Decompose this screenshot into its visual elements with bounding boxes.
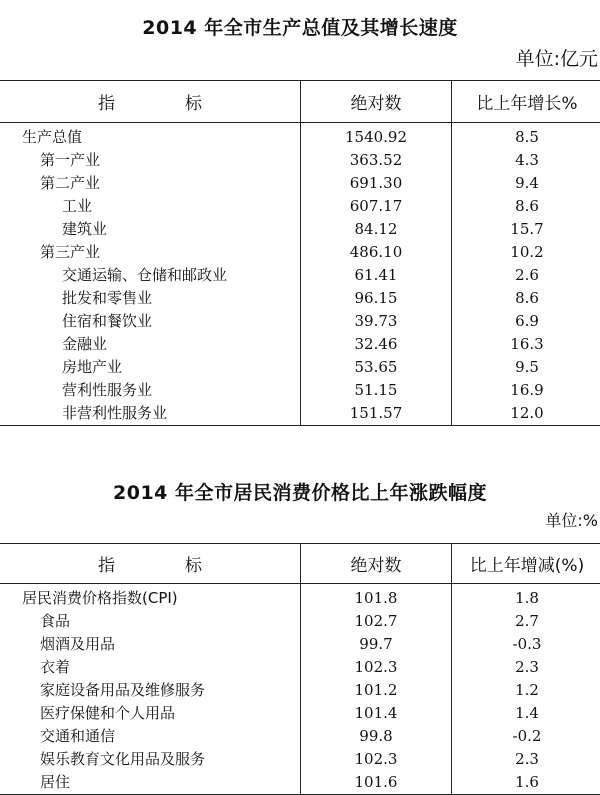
row-absolute-value: 101.8 [301, 584, 452, 611]
indicator-header-char2: 标 [185, 556, 202, 576]
row-change-value: 16.9 [452, 379, 600, 402]
row-indicator-name: 第二产业 [0, 172, 301, 195]
indicator-header-char1: 指 [98, 556, 115, 576]
row-change-value: 4.3 [452, 149, 600, 172]
row-indicator-name: 衣着 [0, 656, 301, 679]
row-indicator-name: 烟酒及用品 [0, 633, 301, 656]
row-change-value: 8.6 [452, 195, 600, 218]
table-row [0, 356, 600, 379]
row-absolute-value: 101.6 [301, 771, 452, 795]
indicator-header-char1: 指 [98, 94, 115, 114]
row-change-value: 8.6 [452, 287, 600, 310]
row-absolute-value: 102.3 [301, 748, 452, 771]
row-change-value: 9.5 [452, 356, 600, 379]
row-change-value: -0.2 [452, 725, 600, 748]
table-row [0, 725, 600, 748]
absolute-header: 绝对数 [301, 81, 452, 123]
table-row [0, 656, 600, 679]
indicator-header [0, 81, 301, 123]
row-absolute-value: 102.7 [301, 610, 452, 633]
row-indicator-name: 食品 [0, 610, 301, 633]
row-indicator-name: 营利性服务业 [0, 379, 301, 402]
row-indicator-name: 交通运输、仓储和邮政业 [0, 264, 301, 287]
table-row [0, 287, 600, 310]
row-indicator-name: 非营利性服务业 [0, 402, 301, 426]
gdp-table [0, 80, 600, 426]
indicator-header [0, 544, 301, 584]
table-row [0, 264, 600, 287]
table-row [0, 218, 600, 241]
row-absolute-value: 102.3 [301, 656, 452, 679]
row-change-value: 16.3 [452, 333, 600, 356]
row-absolute-value: 84.12 [301, 218, 452, 241]
row-change-value: 1.4 [452, 702, 600, 725]
row-absolute-value: 101.4 [301, 702, 452, 725]
row-indicator-name: 居民消费价格指数(CPI) [0, 584, 301, 611]
table-row [0, 748, 600, 771]
row-absolute-value: 99.8 [301, 725, 452, 748]
row-absolute-value: 39.73 [301, 310, 452, 333]
row-absolute-value: 51.15 [301, 379, 452, 402]
row-change-value: 12.0 [452, 402, 600, 426]
row-indicator-name: 家庭设备用品及维修服务 [0, 679, 301, 702]
row-indicator-name: 交通和通信 [0, 725, 301, 748]
row-absolute-value: 486.10 [301, 241, 452, 264]
table-row [0, 172, 600, 195]
row-change-value: 2.7 [452, 610, 600, 633]
table-row [0, 584, 600, 611]
row-change-value: 15.7 [452, 218, 600, 241]
cpi-table-body [0, 584, 600, 795]
row-absolute-value: 32.46 [301, 333, 452, 356]
row-absolute-value: 607.17 [301, 195, 452, 218]
cpi-table [0, 543, 600, 795]
table2-unit: 单位:% [545, 508, 598, 531]
row-change-value: 2.3 [452, 748, 600, 771]
table-row [0, 771, 600, 795]
row-change-value: 2.3 [452, 656, 600, 679]
row-indicator-name: 金融业 [0, 333, 301, 356]
row-absolute-value: 96.15 [301, 287, 452, 310]
table-row [0, 333, 600, 356]
cpi-table-header [0, 544, 600, 584]
row-change-value: 10.2 [452, 241, 600, 264]
row-indicator-name: 生产总值 [0, 123, 301, 150]
row-change-value: 1.8 [452, 584, 600, 611]
row-absolute-value: 1540.92 [301, 123, 452, 150]
row-change-value: 6.9 [452, 310, 600, 333]
table-row [0, 123, 600, 150]
row-indicator-name: 第三产业 [0, 241, 301, 264]
row-absolute-value: 151.57 [301, 402, 452, 426]
table-row [0, 402, 600, 426]
row-absolute-value: 691.30 [301, 172, 452, 195]
row-absolute-value: 53.65 [301, 356, 452, 379]
row-indicator-name: 医疗保健和个人用品 [0, 702, 301, 725]
table-row [0, 679, 600, 702]
row-change-value: -0.3 [452, 633, 600, 656]
row-absolute-value: 363.52 [301, 149, 452, 172]
row-change-value: 1.2 [452, 679, 600, 702]
table2-title: 2014 年全市居民消费价格比上年涨跌幅度 [0, 478, 600, 505]
table-row [0, 195, 600, 218]
row-change-value: 9.4 [452, 172, 600, 195]
gdp-table-header [0, 81, 600, 123]
table-row [0, 379, 600, 402]
table-row [0, 241, 600, 264]
row-absolute-value: 61.41 [301, 264, 452, 287]
gdp-table-body [0, 123, 600, 426]
row-change-value: 2.6 [452, 264, 600, 287]
row-indicator-name: 第一产业 [0, 149, 301, 172]
absolute-header: 绝对数 [301, 544, 452, 584]
table-row [0, 633, 600, 656]
row-absolute-value: 101.2 [301, 679, 452, 702]
row-indicator-name: 工业 [0, 195, 301, 218]
row-indicator-name: 娱乐教育文化用品及服务 [0, 748, 301, 771]
row-change-value: 1.6 [452, 771, 600, 795]
row-indicator-name: 建筑业 [0, 218, 301, 241]
indicator-header-char2: 标 [185, 94, 202, 114]
table1-unit: 单位:亿元 [516, 44, 598, 71]
row-indicator-name: 房地产业 [0, 356, 301, 379]
growth-header: 比上年增长% [452, 81, 600, 123]
table1-title: 2014 年全市生产总值及其增长速度 [0, 13, 600, 40]
row-change-value: 8.5 [452, 123, 600, 150]
row-indicator-name: 居住 [0, 771, 301, 795]
row-absolute-value: 99.7 [301, 633, 452, 656]
row-indicator-name: 住宿和餐饮业 [0, 310, 301, 333]
table-row [0, 149, 600, 172]
table-row [0, 702, 600, 725]
table-row [0, 610, 600, 633]
row-indicator-name: 批发和零售业 [0, 287, 301, 310]
table-row [0, 310, 600, 333]
change-header: 比上年增减(%) [452, 544, 600, 584]
